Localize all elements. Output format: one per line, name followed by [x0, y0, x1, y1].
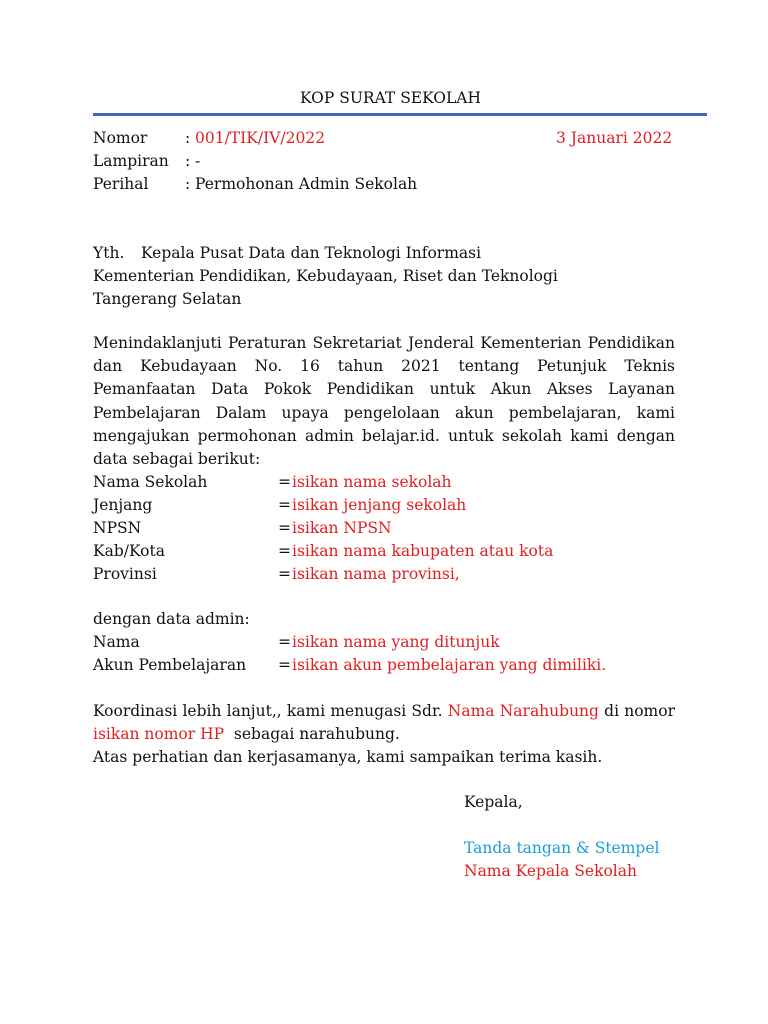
field-value: isikan jenjang sekolah: [292, 496, 467, 514]
signature-role: Kepala,: [464, 793, 523, 811]
nomor-label: Nomor: [93, 129, 148, 147]
field-equals: =: [278, 542, 291, 560]
intro-paragraph: Menindaklanjuti Peraturan Sekretariat Jenderal Kementerian Pendidikan dan Kebudayaan No. 16 tahun 2021 tentang Petunjuk Teknis Pemanfaatan Data Pokok Pendidikan untuk Akun Akses Layanan Pembelajaran Dalam upaya pengelolaan akun pembelajaran, kami mengajukan permohonan admin belajar.id. untuk sekolah kami dengan data sebagai berikut:: [93, 334, 675, 469]
letterhead-rule: [93, 113, 707, 116]
signature-note: Tanda tangan & Stempel: [464, 839, 660, 857]
field-equals: =: [278, 633, 291, 651]
closing-line-2: [93, 723, 675, 746]
field-value: isikan nama provinsi,: [292, 565, 460, 583]
perihal-label: Perihal: [93, 175, 149, 193]
closing-line-1: [93, 700, 675, 723]
field-equals: =: [278, 473, 291, 491]
perihal-value: Permohonan Admin Sekolah: [195, 175, 418, 193]
perihal-sep: :: [185, 175, 191, 193]
field-equals: =: [278, 565, 291, 583]
field-value: isikan akun pembelajaran yang dimiliki.: [292, 656, 607, 674]
narahubung-name: Nama Narahubung: [447, 702, 599, 720]
recipient-prefix: Yth.: [93, 244, 125, 262]
admin-intro: dengan data admin:: [93, 610, 250, 628]
field-label: Nama: [93, 633, 140, 651]
lampiran-label: Lampiran: [93, 152, 169, 170]
field-label: Jenjang: [93, 496, 153, 514]
recipient-line-2: Kementerian Pendidikan, Kebudayaan, Riset dan Teknologi: [93, 267, 558, 285]
nomor-sep: :: [185, 129, 191, 147]
field-label: Akun Pembelajaran: [93, 656, 247, 674]
letterhead-title: KOP SURAT SEKOLAH: [300, 89, 481, 107]
closing-text-c: sebagai narahubung.: [233, 725, 400, 744]
narahubung-phone: isikan nomor HP: [93, 725, 225, 744]
recipient-line-3: Tangerang Selatan: [93, 290, 242, 308]
field-value: isikan nama kabupaten atau kota: [292, 542, 554, 560]
field-equals: =: [278, 519, 291, 537]
closing-text-a: Koordinasi lebih lanjut,, kami menugasi Sdr.: [93, 702, 443, 720]
field-value: isikan nama yang ditunjuk: [292, 633, 500, 651]
closing-paragraph: [93, 700, 675, 770]
field-value: isikan nama sekolah: [292, 473, 452, 491]
field-label: NPSN: [93, 519, 142, 537]
field-value: isikan NPSN: [292, 519, 392, 537]
field-equals: =: [278, 496, 291, 514]
field-label: Provinsi: [93, 565, 157, 583]
field-label: Nama Sekolah: [93, 473, 208, 491]
closing-text-b: di nomor: [604, 702, 675, 720]
signature-name: Nama Kepala Sekolah: [464, 862, 637, 880]
nomor-value: 001/TIK/IV/2022: [195, 129, 326, 147]
field-equals: =: [278, 656, 291, 674]
lampiran-value: -: [195, 152, 201, 170]
field-label: Kab/Kota: [93, 542, 165, 560]
closing-thanks: Atas perhatian dan kerjasamanya, kami sampaikan terima kasih.: [93, 748, 603, 767]
lampiran-sep: :: [185, 152, 191, 170]
letter-date: 3 Januari 2022: [556, 129, 673, 147]
recipient-line-1: Kepala Pusat Data dan Teknologi Informasi: [141, 244, 482, 262]
